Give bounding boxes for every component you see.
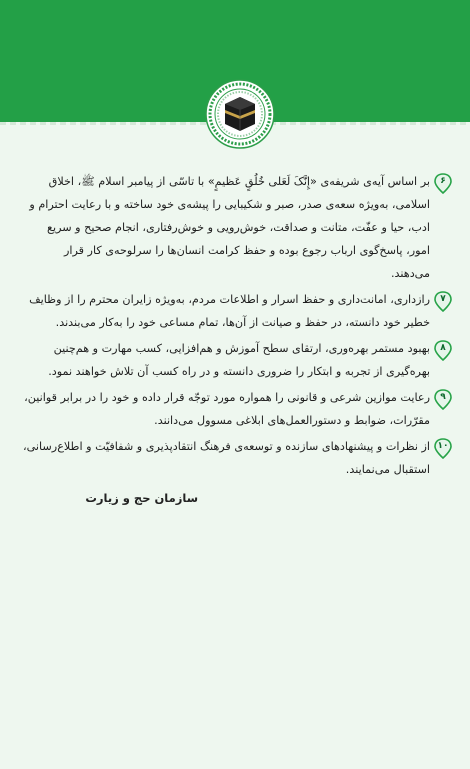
list-item xyxy=(22,337,452,383)
item-text: بر اساس آیه‌ی شریفه‌ی «إِنَّکَ لَعَلی خُلُقٍ عَظیمٍ» با تاسّی از پیامبر اسلام ﷺ، اخلاق اسلامی، به‌ویژه سعه‌ی صدر، صبر و شکیبایی را پیشه‌ی خود ساخته و با رعایت احترام و ادب، حیا و عفّت، متانت و صداقت، خوش‌رویی و خوش‌رفتاری، انجام صحیح و سریع امور، پاسخ‌گوی ارباب رجوع بوده و حفظ کرامت انسان‌ها را سرلوحه‌ی کار قرار می‌دهند. xyxy=(29,175,430,280)
item-number: ۶ xyxy=(440,176,446,186)
item-number: ۷ xyxy=(440,294,446,304)
list-item xyxy=(22,170,452,285)
number-marker xyxy=(434,173,452,194)
item-text: بهبود مستمر بهره‌وری، ارتقای سطح آموزش و هم‌افزایی، کسب مهارت و هم‌چنین بهره‌گیری از تجربه و ابتکار را ضروری دانسته و در راه کسب آن تلاش خواهند نمود. xyxy=(48,342,430,378)
number-marker xyxy=(434,438,452,459)
list-item xyxy=(22,435,452,481)
list-item xyxy=(22,288,452,334)
item-text: از نظرات و پیشنهادهای سازنده و توسعه‌ی فرهنگ انتقادپذیری و شفافیّت و اطلاع‌رسانی، استقبال می‌نمایند. xyxy=(22,440,430,476)
item-text: رازداری، امانت‌داری و حفظ اسرار و اطلاعات مردم، به‌ویژه زایران محترم را از وظایف خطیر خود دانسته، در حفظ و صیانت از آن‌ها، تمام مساعی خود را به‌کار می‌بندند. xyxy=(29,293,430,329)
number-marker xyxy=(434,389,452,410)
number-marker xyxy=(434,291,452,312)
item-number: ۱۰ xyxy=(437,441,449,451)
item-text: رعایت موازین شرعی و قانونی را همواره مورد توجّه قرار داده و خود را در برابر قوانین، مقرّرات، ضوابط و دستورالعمل‌های ابلاغی مسوول می‌دانند. xyxy=(24,391,430,427)
principles-list xyxy=(22,170,452,484)
kaaba-emblem-icon xyxy=(205,79,275,149)
list-item xyxy=(22,386,452,432)
item-number: ۹ xyxy=(440,392,446,402)
number-marker xyxy=(434,340,452,361)
item-number: ۸ xyxy=(440,343,446,353)
organization-signature: سازمان حج و زیارت xyxy=(85,491,198,505)
